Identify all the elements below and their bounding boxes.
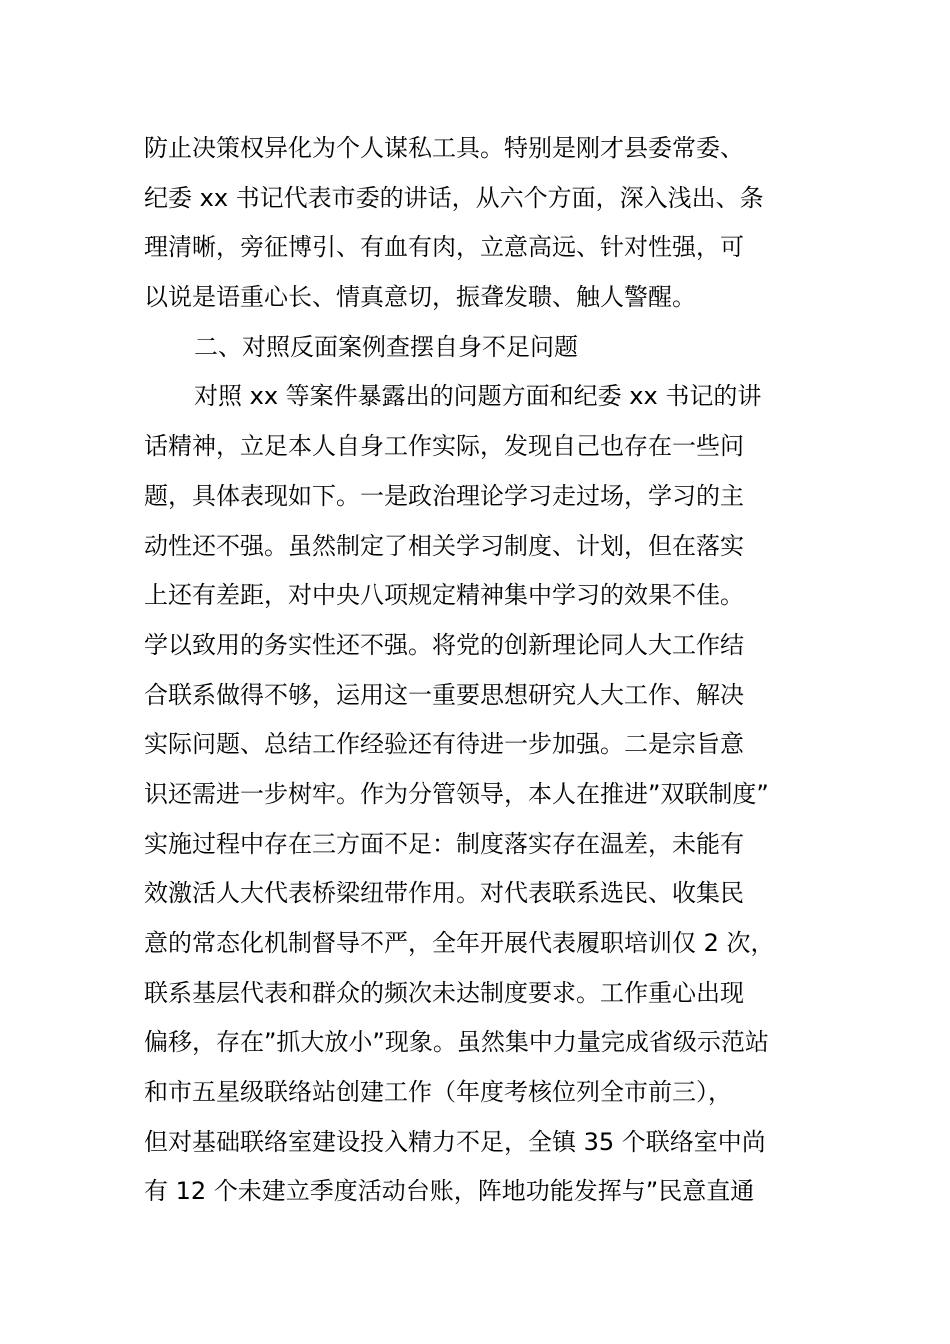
text-line: 防止决策权异化为个人谋私工具。特别是刚才县委常委、 bbox=[144, 134, 744, 162]
text-line: 合联系做得不够，运用这一重要思想研究人大工作、解决 bbox=[144, 680, 744, 709]
document-body bbox=[144, 124, 824, 1217]
section-heading: 二、对照反面案例查摆自身不足问题 bbox=[194, 332, 578, 361]
text-line: 效激活人大代表桥梁纽带作用。对代表联系选民、收集民 bbox=[144, 879, 744, 908]
text-line: 但对基础联络室建设投入精力不足，全镇 35 个联络室中尚 bbox=[144, 1127, 766, 1156]
paragraph-first-line: 对照 xx 等案件暴露出的问题方面和纪委 xx 书记的讲 bbox=[194, 382, 762, 411]
text-line: 学以致用的务实性还不强。将党的创新理论同人大工作结 bbox=[144, 630, 744, 659]
text-line: 以说是语重心长、情真意切，振聋发聩、触人警醒。 bbox=[144, 283, 696, 312]
text-line: 实施过程中存在三方面不足：制度落实存在温差，未能有 bbox=[144, 829, 744, 858]
text-line: 意的常态化机制督导不严，全年开展代表履职培训仅 2 次， bbox=[144, 929, 775, 957]
text-line: 和市五星级联络站创建工作（年度考核位列全市前三）， bbox=[144, 1078, 732, 1107]
text-line: 动性还不强。虽然制定了相关学习制度、计划，但在落实 bbox=[144, 531, 744, 560]
text-line: 理清晰，旁征博引、有血有肉，立意高远、针对性强，可 bbox=[144, 233, 744, 262]
text-line: 有 12 个未建立季度活动台账，阵地功能发挥与”民意直通 bbox=[144, 1177, 755, 1206]
text-line: 题，具体表现如下。一是政治理论学习走过场，学习的主 bbox=[144, 481, 744, 510]
text-line: 联系基层代表和群众的频次未达制度要求。工作重心出现 bbox=[144, 978, 744, 1007]
text-line: 偏移，存在”抓大放小”现象。虽然集中力量完成省级示范站 bbox=[144, 1028, 769, 1057]
text-line: 实际问题、总结工作经验还有待进一步加强。二是宗旨意 bbox=[144, 730, 744, 759]
text-line: 纪委 xx 书记代表市委的讲话，从六个方面，深入浅出、条 bbox=[144, 183, 764, 212]
text-line: 上还有差距，对中央八项规定精神集中学习的效果不佳。 bbox=[144, 581, 744, 610]
text-line: 话精神，立足本人自身工作实际，发现自己也存在一些问 bbox=[144, 432, 744, 461]
text-line: 识还需进一步树牢。作为分管领导，本人在推进”双联制度” bbox=[144, 779, 769, 808]
